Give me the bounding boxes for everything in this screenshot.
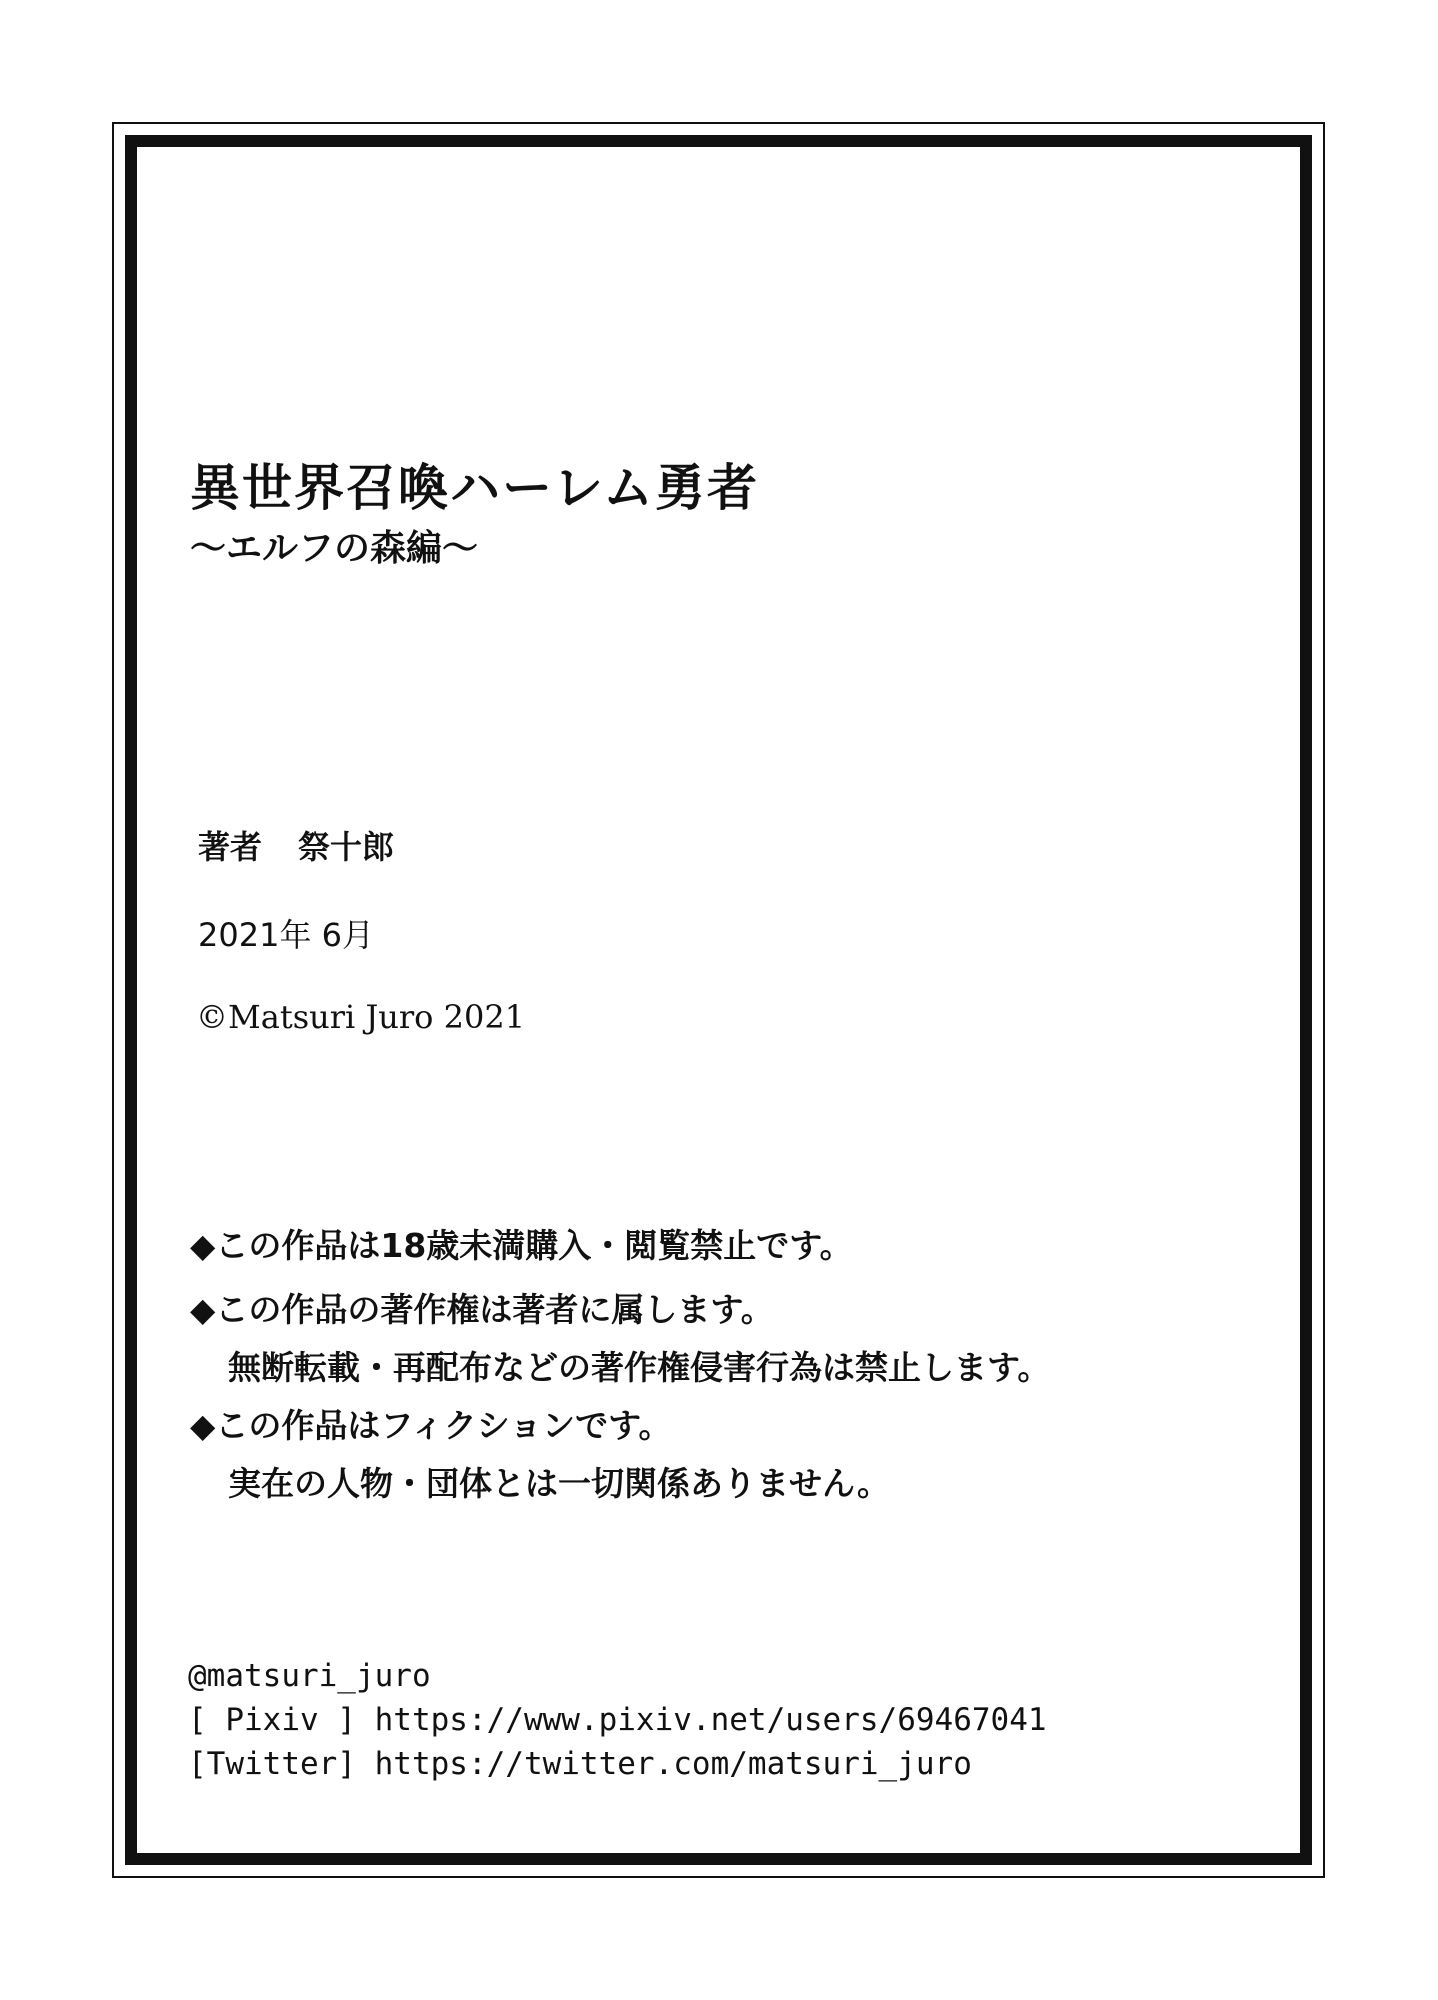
publication-date: 2021年 6月 xyxy=(198,916,374,954)
book-subtitle: ～エルフの森編～ xyxy=(190,527,479,569)
notice-fiction: ◆この作品はフィクションです。 xyxy=(190,1406,672,1445)
book-title: 異世界召喚ハーレム勇者 xyxy=(190,458,759,517)
author-label: 著者 xyxy=(198,828,263,866)
notice-age-restriction: ◆この作品は18歳未満購入・閲覧禁止です。 xyxy=(190,1226,853,1265)
copyright-notice: ©Matsuri Juro 2021 xyxy=(196,998,526,1036)
notice-no-redistribution: 無断転載・再配布などの著作権侵害行為は禁止します。 xyxy=(228,1348,1051,1387)
pixiv-link[interactable]: [ Pixiv ] https://www.pixiv.net/users/69467041 xyxy=(188,1702,1047,1738)
notice-copyright: ◆この作品の著作権は著者に属します。 xyxy=(190,1290,774,1329)
twitter-handle: @matsuri_juro xyxy=(188,1658,431,1694)
author-name: 祭十郎 xyxy=(298,828,395,866)
author-line xyxy=(198,822,394,868)
twitter-link[interactable]: [Twitter] https://twitter.com/matsuri_juro xyxy=(188,1746,972,1782)
notice-no-relation: 実在の人物・団体とは一切関係ありません。 xyxy=(228,1464,890,1503)
